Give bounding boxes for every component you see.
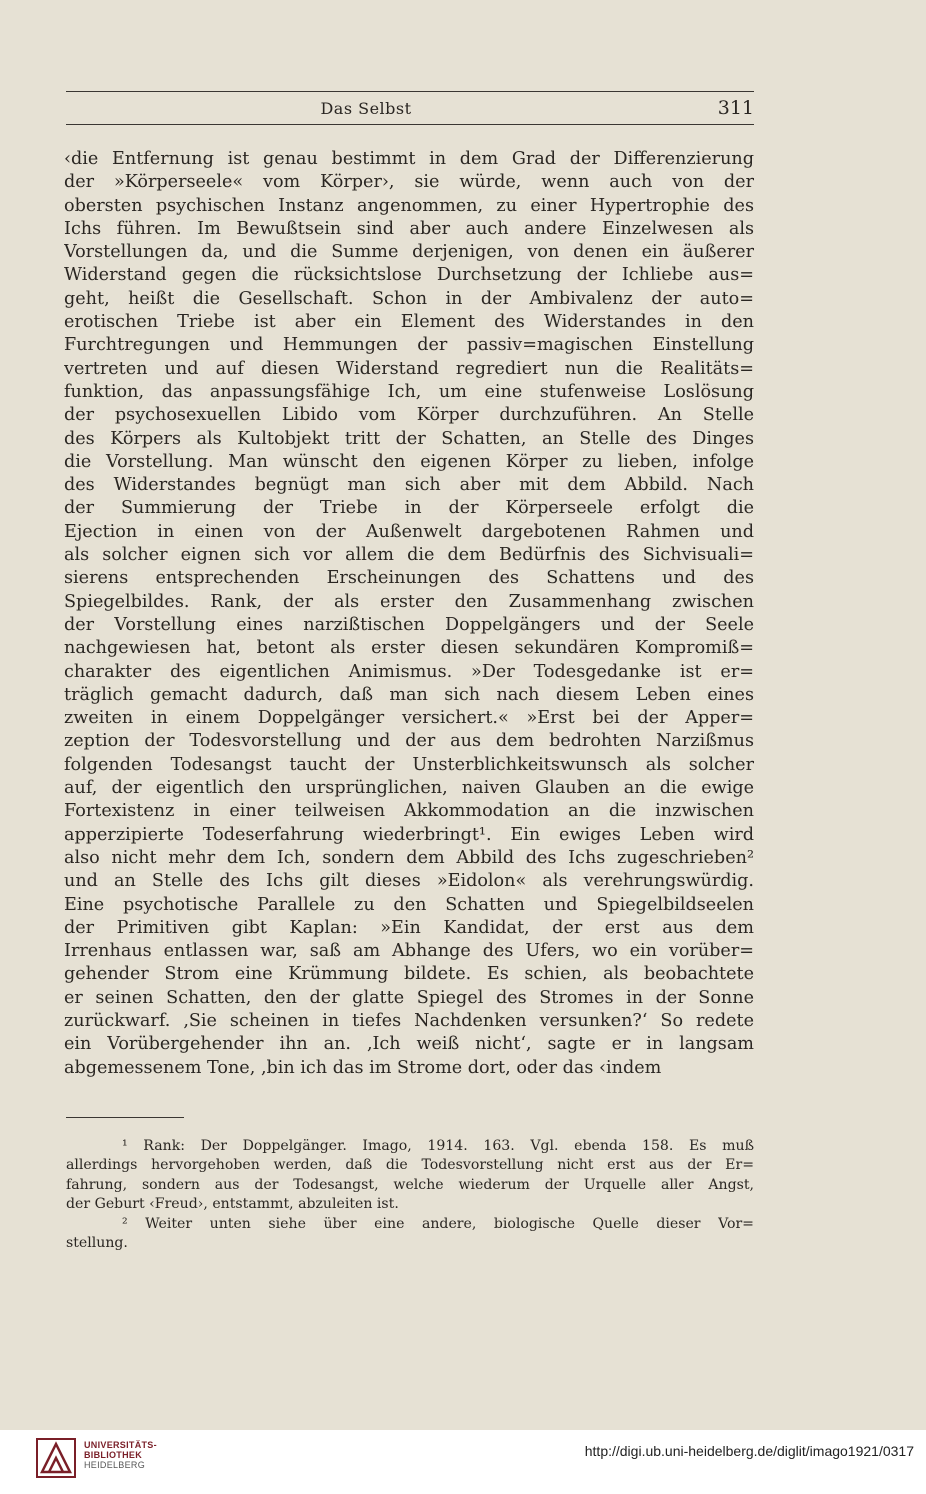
text-line: Ichs führen. Im Bewußtsein sind aber auch andere Einzelwesen als bbox=[64, 218, 754, 239]
footnote-line: stellung. bbox=[66, 1234, 128, 1251]
footnotes bbox=[66, 1137, 754, 1253]
text-line: träglich gemacht dadurch, daß man sich nach diesem Leben eines bbox=[64, 684, 754, 705]
text-line: abgemessenem Tone, ‚bin ich das im Strome dort, oder das ‹indem bbox=[64, 1057, 662, 1078]
footnote-line: fahrung, sondern aus der Todesangst, welche wiederum der Urquelle aller Angst, bbox=[66, 1176, 754, 1193]
text-line: vertreten und auf diesen Widerstand regrediert nun die Realitäts= bbox=[64, 358, 754, 379]
text-line: und an Stelle des Ichs gilt dieses »Eidolon« als verehrungswürdig. bbox=[64, 871, 754, 892]
text-line: sierens entsprechenden Erscheinungen des Schattens und des bbox=[64, 568, 754, 589]
text-line: der »Körperseele« vom Körper›, sie würde, wenn auch von der bbox=[64, 172, 754, 193]
text-line: ‹die Entfernung ist genau bestimmt in dem Grad der Differenzierung bbox=[64, 149, 754, 169]
text-line: der Summierung der Triebe in der Körperseele erfolgt die bbox=[64, 498, 754, 519]
text-line: auf, der eigentlich den ursprünglichen, naiven Glauben an die ewige bbox=[64, 778, 754, 799]
library-logo-icon bbox=[36, 1438, 76, 1478]
footnote-separator bbox=[66, 1117, 184, 1118]
text-line: zurückwarf. ‚Sie scheinen in tiefes Nachdenken versunken?‘ So redete bbox=[64, 1010, 754, 1031]
footnote-line: ² Weiter unten siehe über eine andere, biologische Quelle dieser Vor= bbox=[122, 1215, 754, 1232]
text-line: apperzipierte Todeserfahrung wiederbringt¹. Ein ewiges Leben wird bbox=[64, 824, 754, 845]
footnote-line: ¹ Rank: Der Doppelgänger. Imago, 1914. 163. Vgl. ebenda 158. Es muß bbox=[122, 1138, 754, 1154]
text-line: Vorstellungen da, und die Summe derjenigen, von denen ein äußerer bbox=[64, 242, 754, 263]
header-rule-bottom bbox=[66, 124, 754, 125]
header-rule-top bbox=[66, 91, 754, 92]
footnote-line: der Geburt ‹Freud›, entstammt, abzuleiten ist. bbox=[66, 1196, 399, 1213]
library-name bbox=[84, 1440, 157, 1470]
text-line: Widerstand gegen die rücksichtslose Durchsetzung der Ichliebe aus= bbox=[64, 265, 754, 286]
text-line: der Primitiven gibt Kaplan: »Ein Kandidat, der erst aus dem bbox=[64, 917, 754, 938]
body-text bbox=[64, 148, 754, 1080]
text-line: Furchtregungen und Hemmungen der passiv=magischen Einstellung bbox=[64, 335, 754, 356]
text-line: gehender Strom eine Krümmung bildete. Es schien, als beobachtete bbox=[64, 964, 754, 985]
library-name-line: BIBLIOTHEK bbox=[84, 1450, 142, 1460]
text-line: geht, heißt die Gesellschaft. Schon in der Ambivalenz der auto= bbox=[64, 288, 754, 309]
text-line: Irrenhaus entlassen war, saß am Abhange des Ufers, wo ein vorüber= bbox=[64, 941, 754, 962]
text-line: des Körpers als Kultobjekt tritt der Schatten, an Stelle des Dinges bbox=[64, 428, 754, 449]
text-line: folgenden Todesangst taucht der Unsterblichkeitswunsch als solcher bbox=[64, 754, 754, 775]
text-line: zweiten in einem Doppelgänger versichert.« »Erst bei der Apper= bbox=[64, 708, 754, 729]
footnote-line: allerdings hervorgehoben werden, daß die Todesvorstellung nicht erst aus der Er= bbox=[66, 1157, 754, 1174]
text-line: Fortexistenz in einer teilweisen Akkommodation an die inzwischen bbox=[64, 801, 754, 822]
library-name-line: HEIDELBERG bbox=[84, 1460, 146, 1470]
text-line: der Vorstellung eines narzißtischen Doppelgängers und der Seele bbox=[64, 614, 754, 635]
text-line: funktion, das anpassungsfähige Ich, um eine stufenweise Loslösung bbox=[64, 381, 754, 402]
text-line: erotischen Triebe ist aber ein Element des Widerstandes in den bbox=[64, 312, 754, 333]
page-number: 311 bbox=[717, 97, 754, 119]
running-title: Das Selbst bbox=[320, 99, 412, 118]
text-line: des Widerstandes begnügt man sich aber mit dem Abbild. Nach bbox=[64, 475, 754, 496]
text-line: nachgewiesen hat, betont als erster diesen sekundären Kompromiß= bbox=[64, 638, 754, 659]
text-line: Ejection in einen von der Außenwelt dargebotenen Rahmen und bbox=[64, 521, 754, 542]
text-line: Spiegelbildes. Rank, der als erster den Zusammenhang zwischen bbox=[64, 591, 754, 612]
text-line: obersten psychischen Instanz angenommen, zu einer Hypertrophie des bbox=[64, 195, 754, 216]
text-line: Eine psychotische Parallele zu den Schatten und Spiegelbildseelen bbox=[64, 894, 754, 915]
text-line: er seinen Schatten, den der glatte Spiegel des Stromes in der Sonne bbox=[64, 987, 754, 1008]
text-line: der psychosexuellen Libido vom Körper durchzuführen. An Stelle bbox=[64, 405, 754, 426]
text-line: also nicht mehr dem Ich, sondern dem Abbild des Ichs zugeschrieben² bbox=[64, 847, 754, 868]
library-name-line: UNIVERSITÄTS- bbox=[84, 1440, 157, 1450]
text-line: ein Vorübergehender ihn an. ‚Ich weiß nicht‘, sagte er in langsam bbox=[64, 1034, 754, 1055]
text-line: die Vorstellung. Man wünscht den eigenen Körper zu lieben, infolge bbox=[64, 451, 754, 472]
source-url-link[interactable]: http://digi.ub.uni-heidelberg.de/diglit/imago1921/0317 bbox=[584, 1443, 914, 1459]
text-line: als solcher eignen sich vor allem die dem Bedürfnis des Sichvisuali= bbox=[64, 545, 754, 566]
text-line: zeption der Todesvorstellung und der aus dem bedrohten Narzißmus bbox=[64, 731, 754, 752]
text-line: charakter des eigentlichen Animismus. »Der Todesgedanke ist er= bbox=[64, 661, 754, 682]
